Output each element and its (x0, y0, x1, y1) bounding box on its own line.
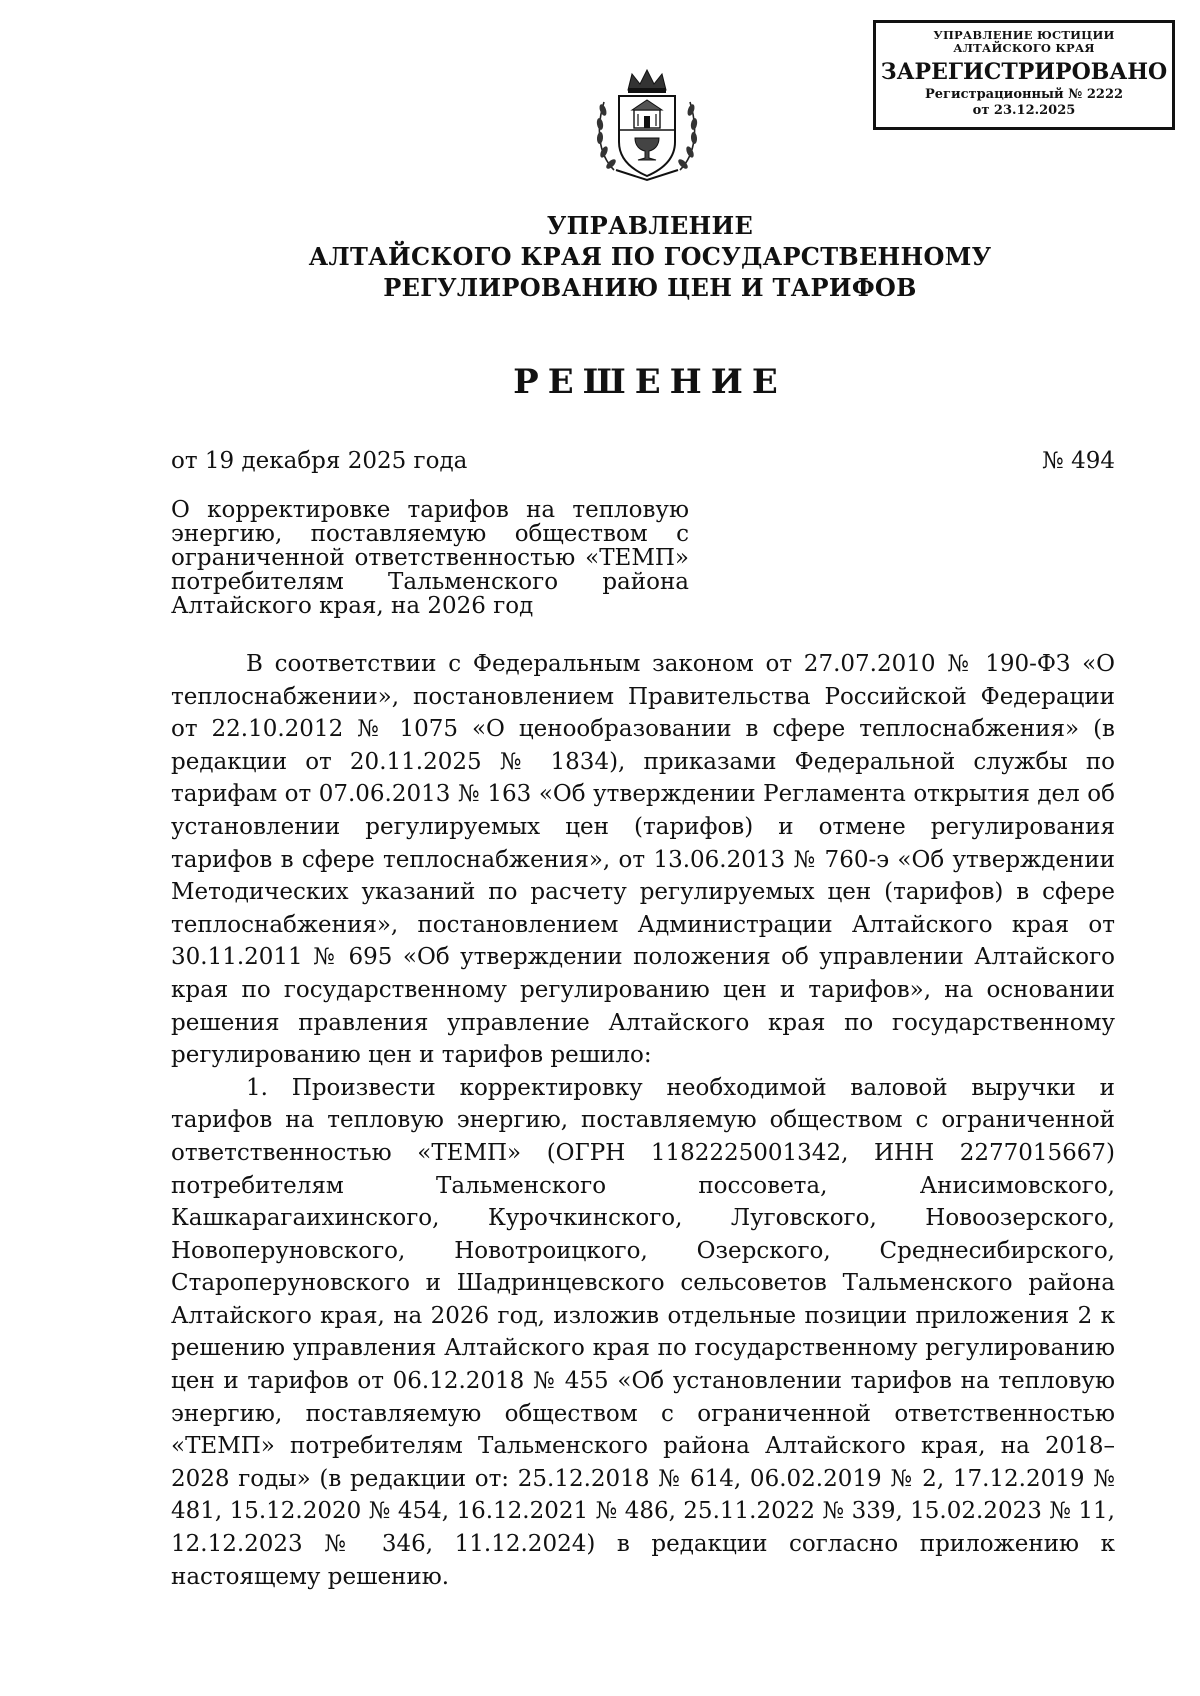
document-date: от 19 декабря 2025 года (171, 448, 468, 474)
stamp-organization (876, 29, 1172, 55)
document-type-title: РЕШЕНИЕ (513, 362, 787, 402)
authority-line-2: АЛТАЙСКОГО КРАЯ ПО ГОСУДАРСТВЕННОМУ (308, 242, 992, 271)
registration-stamp (873, 20, 1175, 130)
stamp-reg-date: от 23.12.2025 (972, 103, 1076, 118)
issuing-authority (200, 210, 1100, 303)
stamp-org-line-2: АЛТАЙСКОГО КРАЯ (953, 41, 1095, 55)
authority-line-1: УПРАВЛЕНИЕ (546, 211, 754, 240)
stamp-reg-number: Регистрационный № 2222 (924, 87, 1124, 102)
altai-krai-coat-of-arms-icon (594, 66, 700, 184)
stamp-org-line-1: УПРАВЛЕНИЕ ЮСТИЦИИ (933, 28, 1115, 42)
body-paragraph-preamble: В соответствии с Федеральным законом от 27.07.2010 № 190-ФЗ «О теплоснабжении», постановлением Правительства Российской Федерации от 22.10.2012 № 1075 «О ценообразовании в сфере теплоснабжения» (в редакции от 20.11.2025 № 1834), приказами Федеральной службы по тарифам от 07.06.2013 № 163 «Об утверждении Регламента открытия дел об установлении регулируемых цен (тарифов) и отмене регулирования тарифов в сфере теплоснабжения», от 13.06.2013 № 760-э «Об утверждении Методических указаний по расчету регулируемых цен (тарифов) в сфере теплоснабжения», постановлением Администрации Алтайского края от 30.11.2011 № 695 «Об утверждении положения об управлении Алтайского края по государственному регулированию цен и тарифов», на основании решения правления управление Алтайского края по государственному регулированию цен и тарифов решило: (171, 651, 1115, 1069)
document-subject: О корректировке тарифов на тепловую энергию, поставляемую обществом с ограниченной ответственностью «ТЕМП» потребителям Тальменского района Алтайского края, на 2026 год (171, 497, 689, 619)
authority-line-3: РЕГУЛИРОВАНИЮ ЦЕН И ТАРИФОВ (383, 273, 917, 302)
document-number: № 494 (1042, 448, 1115, 474)
stamp-status: ЗАРЕГИСТРИРОВАНО (880, 59, 1168, 85)
document-body (171, 648, 1115, 1593)
body-paragraph-item-1: 1. Произвести корректировку необходимой валовой выручки и тарифов на тепловую энергию, поставляемую обществом с ограниченной ответственностью «ТЕМП» (ОГРН 1182225001342, ИНН 2277015667) потребителям Тальменского поссовета, Анисимовского, Кашкарагаихинского, Курочкинского, Луговского, Новоозерского, Новоперуновского, Новотроицкого, Озерского, Среднесибирского, Староперуновского и Шадринцевского сельсоветов Тальменского района Алтайского края, на 2026 год, изложив отдельные позиции приложения 2 к решению управления Алтайского края по государственному регулированию цен и тарифов от 06.12.2018 № 455 «Об установлении тарифов на тепловую энергию, поставляемую обществом с ограниченной ответственностью «ТЕМП» потребителям Тальменского района Алтайского края, на 2018–2028 годы» (в редакции от: 25.12.2018 № 614, 06.02.2019 № 2, 17.12.2019 № 481, 15.12.2020 № 454, 16.12.2021 № 486, 25.11.2022 № 339, 15.02.2023 № 11, 12.12.2023 № 346, 11.12.2024) в редакции согласно приложению к настоящему решению. (171, 1074, 1115, 1590)
